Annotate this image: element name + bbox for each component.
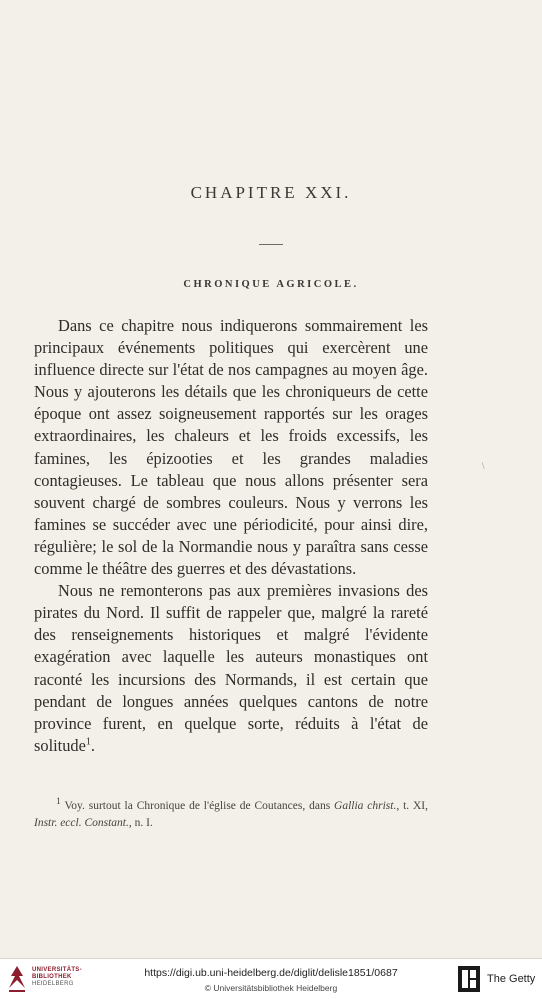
footnote-italic: Instr. eccl. Constant. (34, 817, 129, 830)
footnote-text: , n. I. (128, 817, 153, 830)
footnote-italic: Gallia christ. (334, 799, 397, 812)
footnote (34, 793, 428, 833)
footnote-text: Voy. surtout la Chronique de l'église de Coutances, dans (64, 799, 331, 812)
title-divider (259, 244, 283, 245)
margin-mark: \ (482, 461, 485, 471)
section-subtitle: CHRONIQUE AGRICOLE. (183, 279, 359, 290)
paragraph-text: Nous ne remonterons pas aux premières invasions des pirates du Nord. Il suffit de rappeler que, malgré la rareté des renseignements historiques et malgré l'évidente exagération avec laquelle les auteurs monastiques ont raconté les incursions des Normands, il est certain que pendant de longues années quelques cantons de notre province furent, en quelque sorte, réduits à l'état de solitude (34, 581, 428, 755)
viewer-footer (0, 958, 542, 999)
library-name-line: UNIVERSITÄTS- (32, 967, 82, 973)
footnote-reference[interactable]: 1 (85, 736, 91, 748)
getty-logo-icon[interactable] (458, 966, 480, 992)
sponsor-name[interactable]: The Getty (487, 973, 536, 985)
copyright-notice: © Universitätsbibliothek Heidelberg (204, 983, 338, 993)
library-name-line: BIBLIOTHEK (32, 974, 72, 980)
chapter-title: CHAPITRE XXI. (190, 183, 352, 202)
permalink-url[interactable]: https://digi.ub.uni-heidelberg.de/diglit/delisle1851/0687 (144, 967, 398, 979)
body-text (34, 315, 428, 757)
library-name-line: HEIDELBERG (32, 981, 74, 987)
footnote-text: , t. XI, (396, 799, 429, 812)
paragraph: Nous ne remonterons pas aux premières invasions des pirates du Nord. Il suffit de rappeler que, malgré la rareté des renseignements historiques et malgré l'évidente exagération avec laquelle les auteurs monastiques ont raconté les incursions des Normands, il est certain que pendant de longues années quelques cantons de notre province furent, en quelque sorte, réduits à l'état de solitude$^1$. (34, 581, 428, 755)
paragraph: Dans ce chapitre nous indiquerons sommairement les principaux événements politiques qui exercèrent une influence directe sur l'état de nos campagnes au moyen âge. Nous y ajouterons les détails que les chroniqueurs de cette époque ont assez soigneusement rapportés sur les orages extraordinaires, les chaleurs et les froids excessifs, les famines, les épizooties et les grandes maladies contagieuses. Le tableau que nous allons présenter sera souvent chargé de sombres couleurs. Nous y verrons les famines se succéder avec une périodicité, pour ainsi dire, régulière; le sol de la Normandie nous y paraîtra sans cesse comme le théâtre des guerres et des dévastations. (34, 316, 428, 579)
footnote-marker: 1 (56, 796, 61, 807)
